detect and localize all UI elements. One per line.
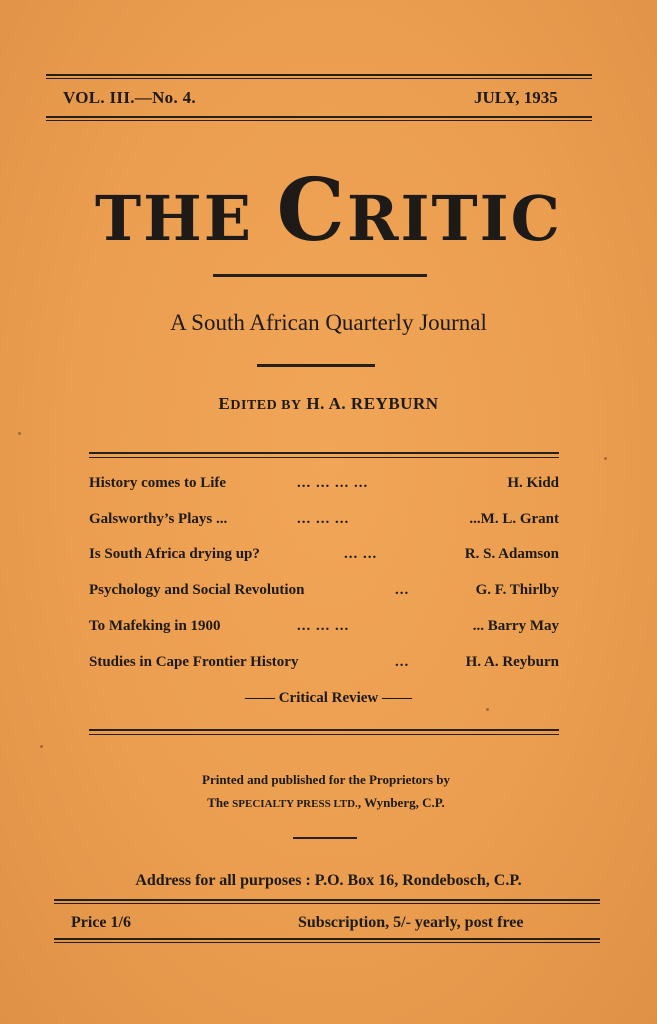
leader-dots: ... <box>395 582 410 598</box>
article-title: Is South Africa drying up? <box>89 546 260 562</box>
leader-dots: ... ... ... ... <box>297 475 369 491</box>
subtitle-underline <box>257 364 375 367</box>
contents-row <box>89 618 559 638</box>
subscription-label: Subscription, 5/- yearly, post free <box>298 914 524 931</box>
journal-title <box>0 160 657 261</box>
footer-top-rule-thin <box>54 903 600 904</box>
top-rule-upper <box>46 74 592 76</box>
article-author: H. A. Reyburn <box>465 654 559 670</box>
top-rule-upper-thin <box>46 78 592 79</box>
article-author: H. Kidd <box>507 475 559 491</box>
footer-bottom-rule-thin <box>54 942 600 943</box>
title-the: THE <box>94 182 277 255</box>
imprint-line-1: Printed and published for the Proprietors by <box>202 772 450 787</box>
contents-row <box>89 654 559 674</box>
price-label: Price 1/6 <box>71 914 131 931</box>
imprint-location: , Wynberg, C.P. <box>357 795 445 810</box>
leader-dots: ... <box>395 654 410 670</box>
editor-line <box>0 394 657 414</box>
leader-dots: ... ... ... <box>297 511 350 527</box>
title-initial-c: C <box>276 160 347 261</box>
contents-top-rule <box>89 452 559 454</box>
journal-subtitle: A South African Quarterly Journal <box>170 310 487 335</box>
postal-address: Address for all purposes : P.O. Box 16, Rondebosch, C.P. <box>135 872 522 889</box>
footer-top-rule <box>54 899 600 901</box>
leader-dots: ... ... ... <box>297 618 350 634</box>
article-title: Psychology and Social Revolution <box>89 582 305 598</box>
edited-by-smallcaps: DITED BY <box>230 398 302 413</box>
article-title: Galsworthy’s Plays ... <box>89 511 228 527</box>
imprint-press-name: SPECIALTY PRESS LTD. <box>232 798 358 810</box>
contents-top-rule-thin <box>89 457 559 458</box>
contents-bottom-rule <box>89 729 559 731</box>
contents-bottom-rule-thin <box>89 734 559 735</box>
article-title: To Mafeking in 1900 <box>89 618 221 634</box>
paper-speck <box>18 432 21 435</box>
article-author: ...M. L. Grant <box>469 511 559 527</box>
imprint-underline <box>293 837 357 839</box>
top-rule-lower-thin <box>46 120 592 121</box>
article-author: ... Barry May <box>472 618 559 634</box>
imprint-line-2 <box>0 795 652 811</box>
article-author: R. S. Adamson <box>464 546 559 562</box>
article-title: Studies in Cape Frontier History <box>89 654 299 670</box>
editor-name: H. A. REYBURN <box>301 394 439 413</box>
leader-dots: ... ... <box>344 546 378 562</box>
top-rule-lower <box>46 116 592 118</box>
paper-speck <box>40 745 43 748</box>
contents-row <box>89 475 559 495</box>
article-author: G. F. Thirlby <box>475 582 559 598</box>
footer-bottom-rule <box>54 938 600 940</box>
title-ritic: RITIC <box>347 182 563 255</box>
contents-row <box>89 546 559 566</box>
article-title: History comes to Life <box>89 475 227 491</box>
paper-speck <box>486 708 489 711</box>
contents-row <box>89 511 559 531</box>
contents-row <box>89 582 559 602</box>
title-underline <box>213 274 427 277</box>
critical-review-label: —— Critical Review —— <box>244 690 413 706</box>
edited-initial: E <box>218 394 231 413</box>
paper-speck <box>604 457 607 460</box>
imprint-the: The <box>207 795 233 810</box>
volume-number: VOL. III.—No. 4. <box>63 88 196 107</box>
issue-date: JULY, 1935 <box>474 88 558 107</box>
